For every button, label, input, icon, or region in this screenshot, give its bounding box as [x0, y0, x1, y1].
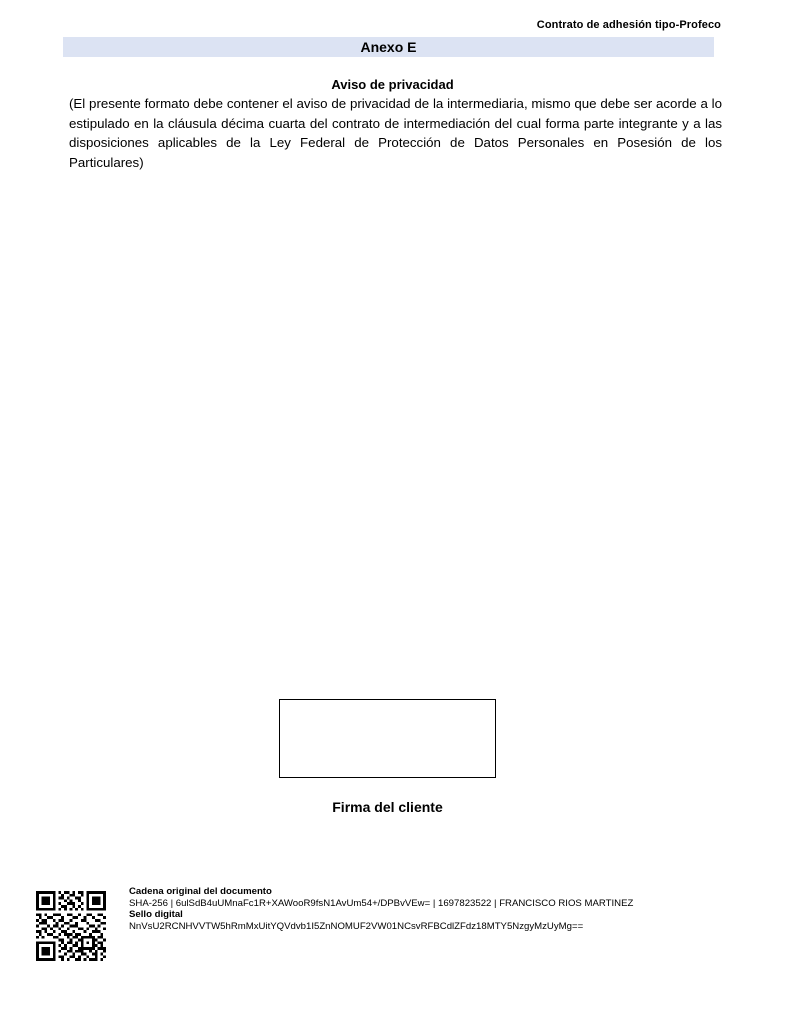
signature-label: Firma del cliente	[332, 799, 443, 815]
privacy-title: Aviso de privacidad	[331, 77, 454, 92]
annex-title: Anexo E	[360, 39, 417, 55]
seal-value: NnVsU2RCNHVVTW5hRmMxUitYQVdvb1I5ZnNOMUF2VW01NCsvRFBCdlZFdz18MTY5NzgyMzUyMg==	[129, 920, 584, 932]
annex-title-bar	[63, 37, 714, 57]
qr-code-icon	[36, 891, 106, 961]
privacy-body: (El presente formato debe contener el aviso de privacidad de la intermediaria, mismo que debe ser acorde a lo estipulado en la cláusula décima cuarta del contrato de intermediación del cual forma parte integrante y a las disposiciones aplicables de la Ley Federal de Protección de Datos Personales en Posesión de los Particulares)	[69, 96, 722, 170]
chain-label: Cadena original del documento	[129, 886, 272, 897]
signature-box	[279, 699, 496, 778]
seal-label: Sello digital	[129, 909, 183, 920]
contract-title: Contrato de adhesión tipo-Profeco	[536, 19, 721, 31]
chain-value: SHA-256 | 6ulSdB4uUMnaFc1R+XAWooR9fsN1AvUm54+/DPBvVEw= | 1697823522 | FRANCISCO RIOS MARTINEZ	[129, 897, 634, 909]
digital-signature-block	[129, 886, 729, 932]
